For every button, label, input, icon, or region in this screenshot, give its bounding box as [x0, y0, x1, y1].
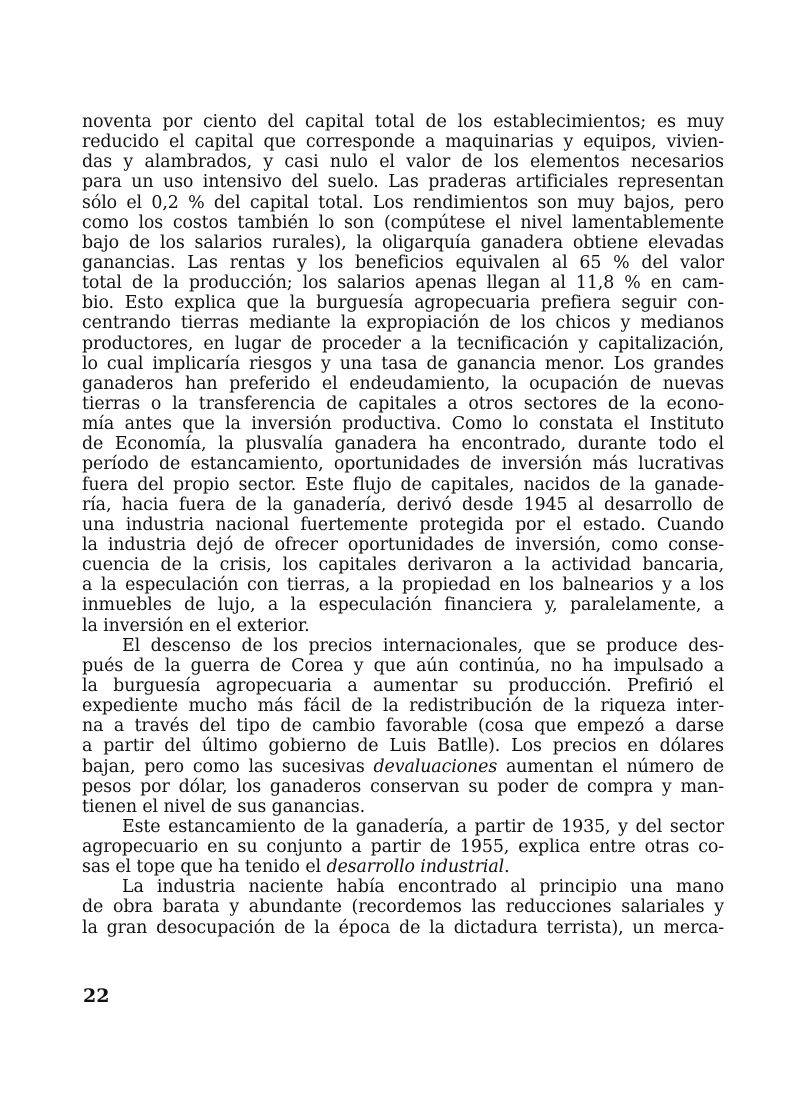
text-line: sas el tope que ha tenido el desarrollo industrial. — [82, 857, 510, 878]
text-line: lo cual implicaría riesgos y una tasa de ganancia menor. Los grandes — [82, 353, 724, 374]
text-line: centrando tierras mediante la expropiación de los chicos y medianos — [82, 313, 724, 334]
text-line: tienen el nivel de sus ganancias. — [82, 796, 366, 817]
text-line: Este estancamiento de la ganadería, a partir de 1935, y del sector — [122, 816, 724, 837]
text-line: pués de la guerra de Corea y que aún continúa, no ha impulsado a — [82, 655, 724, 676]
text-line: fuera del propio sector. Este flujo de capitales, nacidos de la ganade- — [82, 474, 724, 495]
text-line: como los costos también lo son (compútese el nivel lamentablemente — [82, 212, 724, 233]
text-line: a la especulación con tierras, a la propiedad en los balnearios y a los — [82, 575, 724, 596]
text-line: la gran desocupación de la época de la dictadura terrista), un merca- — [82, 917, 724, 938]
text-line: a partir del último gobierno de Luis Batlle). Los precios en dólares — [82, 736, 724, 757]
text-line: de Economía, la plusvalía ganadera ha encontrado, durante todo el — [82, 434, 724, 455]
text-line: reducido el capital que corresponde a maquinarias y equipos, vivien- — [82, 132, 724, 153]
text-line: período de estancamiento, oportunidades de inversión más lucrativas — [82, 454, 724, 475]
text-line: la industria dejó de ofrecer oportunidades de inversión, como conse- — [82, 534, 724, 555]
text-line: bajan, pero como las sucesivas devaluaciones aumentan el número de — [82, 756, 725, 777]
body-text — [82, 112, 724, 938]
text-line: na a través del tipo de cambio favorable (cosa que empezó a darse — [82, 716, 724, 737]
text-line: expediente mucho más fácil de la redistribución de la riqueza inter- — [82, 696, 724, 717]
text-line: tierras o la transferencia de capitales a otros sectores de la econo- — [82, 393, 724, 414]
text-line: inmuebles de lujo, a la especulación financiera y, paralelamente, a — [82, 595, 724, 616]
text-line: la burguesía agropecuaria a aumentar su producción. Prefirió el — [82, 675, 724, 696]
text-line: ganancias. Las rentas y los beneficios equivalen al 65 % del valor — [82, 252, 724, 273]
text-line: pesos por dólar, los ganaderos conservan su poder de compra y man- — [82, 776, 724, 797]
text-line: ganaderos han preferido el endeudamiento, la ocupación de nuevas — [82, 373, 724, 394]
text-line: sólo el 0,2 % del capital total. Los rendimientos son muy bajos, pero — [82, 192, 724, 213]
text-line: mía antes que la inversión productiva. Como lo constata el Instituto — [82, 414, 724, 435]
text-line: para un uso intensivo del suelo. Las praderas artificiales representan — [82, 172, 724, 193]
text-line: bio. Esto explica que la burguesía agropecuaria prefiera seguir con- — [82, 293, 724, 314]
text-line: productores, en lugar de proceder a la tecnificación y capitalización, — [82, 333, 724, 354]
page-number: 22 — [83, 985, 110, 1007]
text-line: ría, hacia fuera de la ganadería, derivó desde 1945 al desarrollo de — [82, 494, 724, 515]
text-line: cuencia de la crisis, los capitales derivaron a la actividad bancaria, — [82, 555, 724, 576]
text-line: bajo de los salarios rurales), la oligarquía ganadera obtiene elevadas — [82, 232, 724, 253]
text-line: agropecuario en su conjunto a partir de 1955, explica entre otras co- — [82, 837, 724, 858]
text-line: noventa por ciento del capital total de los establecimientos; es muy — [82, 112, 724, 132]
text-line: la inversión en el exterior. — [82, 615, 310, 636]
text-line: La industria naciente había encontrado al principio una mano — [122, 877, 724, 898]
text-line: El descenso de los precios internacionales, que se produce des- — [122, 635, 724, 656]
text-line: total de la producción; los salarios apenas llegan al 11,8 % en cam- — [82, 273, 724, 294]
text-line: de obra barata y abundante (recordemos las reducciones salariales y — [82, 897, 724, 918]
text-line: una industria nacional fuertemente protegida por el estado. Cuando — [82, 514, 724, 535]
text-line: das y alambrados, y casi nulo el valor de los elementos necesarios — [82, 152, 724, 173]
